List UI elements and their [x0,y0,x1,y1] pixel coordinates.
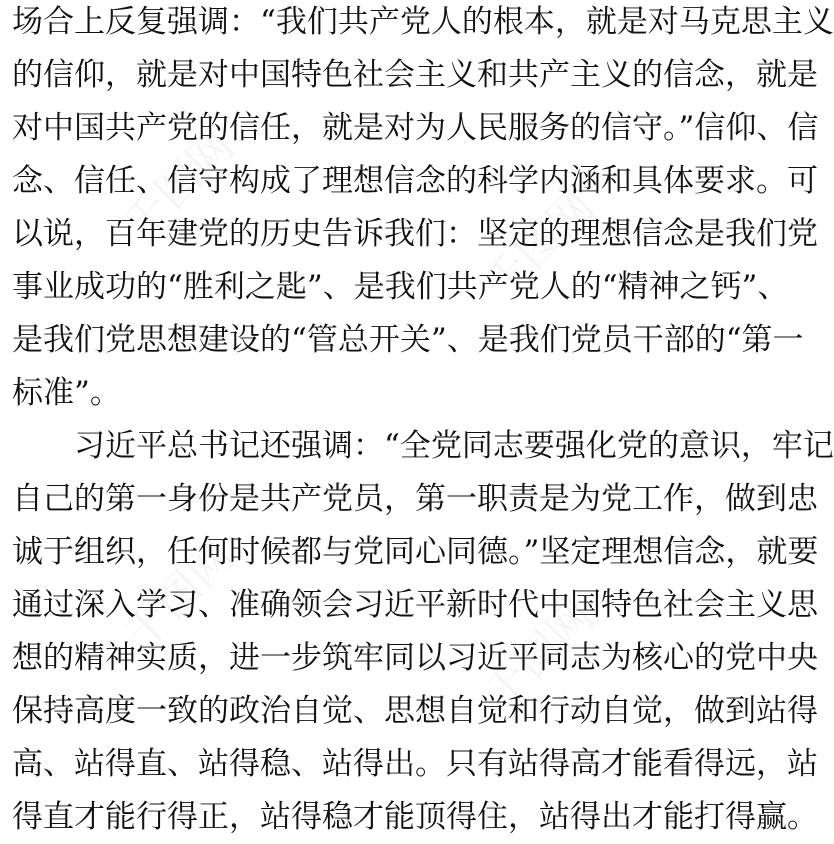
text-line: 通过深入学习、准确领会习近平新时代中国特色社会主义思 [12,587,818,623]
text-line: 得直才能行得正，站得稳才能顶得住，站得出才能打得赢。 [12,799,818,835]
body-text [12,0,834,844]
text-line: 念、信任、信守构成了理想信念的科学内涵和具体要求。可 [12,163,818,199]
text-line: 对中国共产党的信任，就是对为人民服务的信守。”信仰、信 [12,110,819,146]
text-line: 保持高度一致的政治自觉、思想自觉和行动自觉，做到站得 [12,693,818,729]
text-line: 标准”。 [12,375,121,411]
text-line: 是我们党思想建设的“管总开关”、是我们党员干部的“第一 [12,322,804,358]
text-line: 的信仰，就是对中国特色社会主义和共产主义的信念，就是 [12,57,818,93]
text-line: 自己的第一身份是共产党员，第一职责是为党工作，做到忠 [12,481,818,517]
text-line: 习近平总书记还强调：“全党同志要强化党的意识，牢记 [12,428,834,464]
text-line: 事业成功的“胜利之匙”、是我们共产党人的“精神之钙”、 [12,269,789,305]
text-line: 以说，百年建党的历史告诉我们：坚定的理想信念是我们党 [12,216,818,252]
text-line: 场合上反复强调：“我们共产党人的根本，就是对马克思主义 [12,4,834,40]
text-line: 想的精神实质，进一步筑牢同以习近平同志为核心的党中央 [12,640,818,676]
text-line: 高、站得直、站得稳、站得出。只有站得高才能看得远，站 [12,746,818,782]
text-line: 诚于组织，任何时候都与党同心同德。”坚定理想信念，就要 [12,534,819,570]
